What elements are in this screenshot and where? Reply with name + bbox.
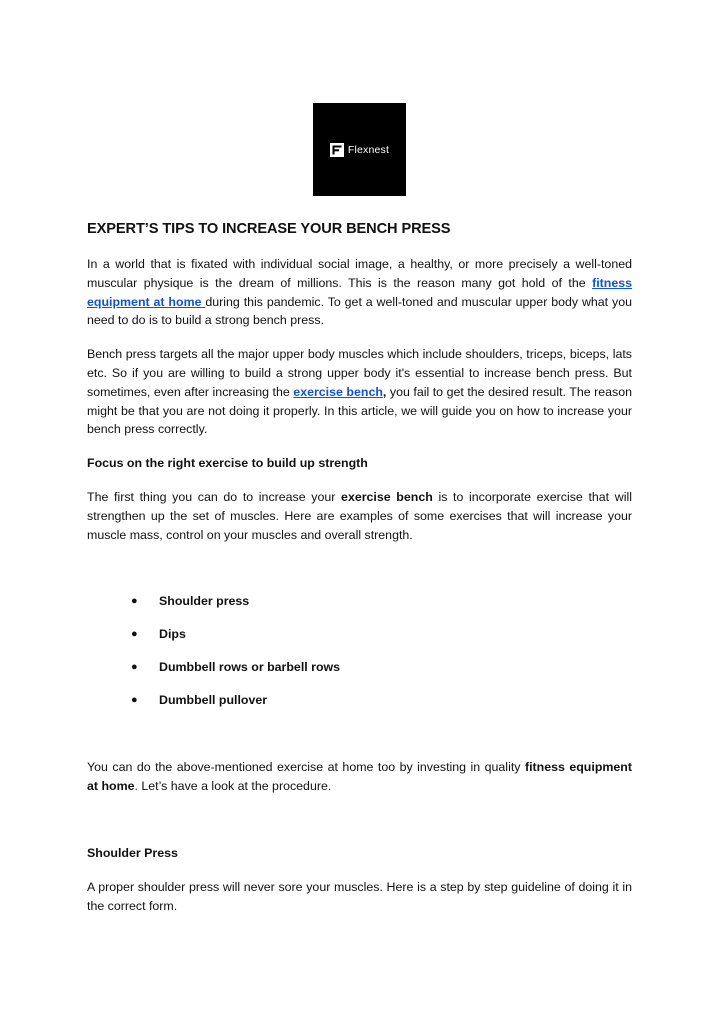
paragraph-shoulder-press: A proper shoulder press will never sore your muscles. Here is a step by step guideline of doing it in the correct form.: [87, 879, 632, 913]
paragraph-intro-text-1: In a world that is fixated with individual social image, a healthy, or more precisely a well-toned muscular physique is the dream of millions. This is the reason many got hold of the: [87, 257, 632, 290]
list-item-label: Dips: [159, 627, 186, 642]
paragraph-home-text-2: . Let’s have a look at the procedure.: [134, 779, 332, 794]
list-item: [87, 592, 632, 625]
fitness-equipment-link[interactable]: fitness equipment at home: [87, 275, 632, 309]
logo-inner: [330, 143, 389, 157]
list-item: [87, 691, 632, 724]
exercise-bench-link[interactable]: exercise bench: [293, 384, 383, 399]
paragraph-first-thing: [87, 488, 632, 544]
paragraph-intro-text-2: during this pandemic. To get a well-toned and muscular upper body what you need to do is to build a strong bench press.: [87, 294, 632, 328]
bullet-marker: ●: [131, 628, 138, 641]
bullet-marker: ●: [131, 694, 138, 707]
paragraph-first-text-1: The first thing you can do to increase your: [87, 489, 342, 504]
subheading-shoulder-press: Shoulder Press: [87, 845, 178, 860]
article-title: EXPERT’S TIPS TO INCREASE YOUR BENCH PRESS: [87, 221, 451, 237]
paragraph-first-bold: exercise bench: [341, 489, 433, 504]
paragraph-at-home: [87, 758, 632, 796]
paragraph-bench-text-1: Bench press targets all the major upper body muscles which include shoulders, triceps, biceps, lats etc. So if you are willing to build a strong upper body it's essential to increase bench press. But sometimes, even after increasing the: [87, 347, 632, 399]
bullet-marker: ●: [131, 661, 138, 674]
list-item-label: Dumbbell rows or barbell rows: [159, 660, 341, 675]
paragraph-home-bold: fitness equipment at home: [87, 760, 632, 794]
flexnest-logo-icon: [330, 143, 344, 157]
exercise-list: [87, 592, 632, 724]
paragraph-bench-comma: ,: [382, 384, 387, 399]
logo-text: Flexnest: [347, 143, 390, 156]
flexnest-logo: [313, 103, 406, 196]
paragraph-bench-press: [87, 345, 632, 439]
paragraph-first-text-2: is to incorporate exercise that will strengthen up the set of muscles. Here are examples of some exercises that will increase your muscle mass, control on your muscles and overall strength.: [87, 489, 632, 542]
subheading-right-exercise: Focus on the right exercise to build up strength: [87, 456, 368, 471]
paragraph-bench-text-2: you fail to get the desired result. The reason might be that you are not doing it properly. In this article, we will guide you on how to increase your bench press correctly.: [87, 384, 633, 437]
list-item-label: Shoulder press: [159, 594, 250, 609]
paragraph-home-text-1: You can do the above-mentioned exercise at home too by investing in quality: [87, 760, 525, 775]
list-item: [87, 658, 632, 691]
list-item-label: Dumbbell pullover: [159, 693, 268, 708]
paragraph-intro: [87, 255, 632, 330]
article-content: [87, 219, 632, 915]
list-item: [87, 625, 632, 658]
bullet-marker: ●: [131, 595, 138, 608]
